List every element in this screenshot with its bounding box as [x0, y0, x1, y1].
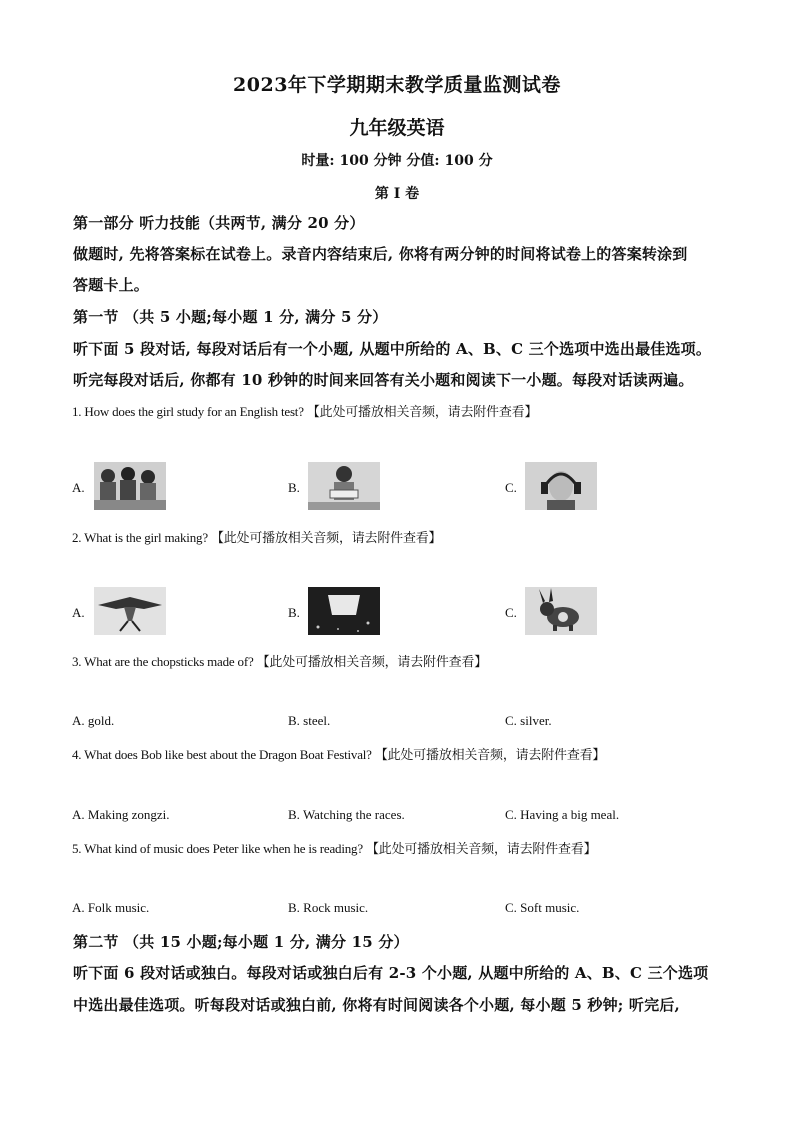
q3-option-b — [288, 713, 330, 729]
girl-reading-photo-icon — [308, 462, 380, 510]
option-text: silver. — [520, 713, 552, 728]
question-1-text: 1. How does the girl study for an English test? — [72, 404, 304, 419]
option-text: Soft music. — [520, 900, 580, 915]
q5-option-c — [505, 900, 579, 916]
question-4-text: 4. What does Bob like best about the Dragon Boat Festival? — [72, 747, 372, 762]
section1-instruction-line1: 听下面 5 段对话, 每段对话后有一个小题, 从题中所给的 A、B、C 三个选项中选出最佳选项。 — [73, 340, 712, 358]
q2-option-c-letter: C. — [505, 605, 517, 620]
exam-meta: 时量: 100 分钟 分值: 100 分 — [301, 153, 493, 169]
audio-note: 【此处可播放相关音频，请去附件查看】 — [306, 405, 538, 420]
audio-note: 【此处可播放相关音频，请去附件查看】 — [374, 748, 606, 763]
part1-instruction-line1: 做题时, 先将答案标在试卷上。录音内容结束后, 你将有两分钟的时间将试卷上的答案转涂到 — [73, 245, 688, 263]
q4-option-c — [505, 807, 619, 823]
volume-label: 第 I 卷 — [374, 186, 420, 202]
exam-subtitle: 九年级英语 — [349, 117, 445, 139]
q2-option-a-letter: A. — [72, 605, 85, 620]
option-letter: C. — [505, 713, 517, 728]
option-letter: A. — [72, 713, 85, 728]
q1-option-a-letter: A. — [72, 480, 85, 495]
part1-instruction-line2: 答题卡上。 — [73, 276, 150, 294]
q5-option-b — [288, 900, 368, 916]
option-text: Having a big meal. — [520, 807, 620, 822]
question-5-text: 5. What kind of music does Peter like when he is reading? — [72, 841, 363, 856]
option-letter: B. — [288, 713, 300, 728]
exam-title: 2023年下学期期末教学质量监测试卷 — [233, 74, 561, 96]
group-study-photo-icon — [94, 462, 166, 510]
q2-option-b-letter: B. — [288, 605, 300, 620]
option-letter: C. — [505, 900, 517, 915]
question-3 — [72, 651, 487, 670]
option-text: Rock music. — [303, 900, 369, 915]
audio-note: 【此处可播放相关音频，请去附件查看】 — [365, 842, 597, 857]
audio-note: 【此处可播放相关音频，请去附件查看】 — [210, 531, 442, 546]
q3-option-c — [505, 713, 552, 729]
section1-instruction-line2: 听完每段对话后, 你都有 10 秒钟的时间来回答有关小题和阅读下一小题。每段对话读两遍。 — [73, 371, 694, 389]
question-5 — [72, 838, 596, 857]
audio-note: 【此处可播放相关音频，请去附件查看】 — [256, 655, 488, 670]
option-text: Folk music. — [87, 900, 150, 915]
option-letter: A. — [72, 900, 85, 915]
option-letter: C. — [505, 807, 517, 822]
q4-option-a — [72, 807, 169, 823]
option-letter: A. — [72, 807, 85, 822]
section2-instruction-line2: 中选出最佳选项。听每段对话或独白前, 你将有时间阅读各个小题, 每小题 5 秒钟; 听完后, — [73, 996, 680, 1014]
part1-heading: 第一部分 听力技能（共两节, 满分 20 分） — [73, 214, 365, 232]
question-4 — [72, 744, 605, 763]
question-2 — [72, 527, 441, 546]
question-3-text: 3. What are the chopsticks made of? — [72, 654, 254, 669]
question-1 — [72, 401, 537, 420]
option-text: gold. — [87, 713, 115, 728]
kite-photo-icon — [94, 587, 166, 635]
option-text: steel. — [303, 713, 331, 728]
section2-instruction-line1: 听下面 6 段对话或独白。每段对话或独白后有 2-3 个小题, 从题中所给的 A、B、C 三个选项 — [73, 964, 709, 982]
option-text: Watching the races. — [302, 807, 405, 822]
paper-cut-rabbit-photo-icon — [525, 587, 597, 635]
section1-heading: 第一节 （共 5 小题;每小题 1 分, 满分 5 分） — [73, 308, 388, 326]
question-2-text: 2. What is the girl making? — [72, 530, 208, 545]
q1-option-c-letter: C. — [505, 480, 517, 495]
q5-option-a — [72, 900, 149, 916]
option-letter: B. — [288, 807, 300, 822]
q3-option-a — [72, 713, 114, 729]
q4-option-b — [288, 807, 405, 823]
headphones-listening-photo-icon — [525, 462, 597, 510]
option-letter: B. — [288, 900, 300, 915]
section2-heading: 第二节 （共 15 小题;每小题 1 分, 满分 15 分） — [73, 933, 409, 951]
q1-option-b-letter: B. — [288, 480, 300, 495]
lantern-photo-icon — [308, 587, 380, 635]
option-text: Making zongzi. — [87, 807, 170, 822]
